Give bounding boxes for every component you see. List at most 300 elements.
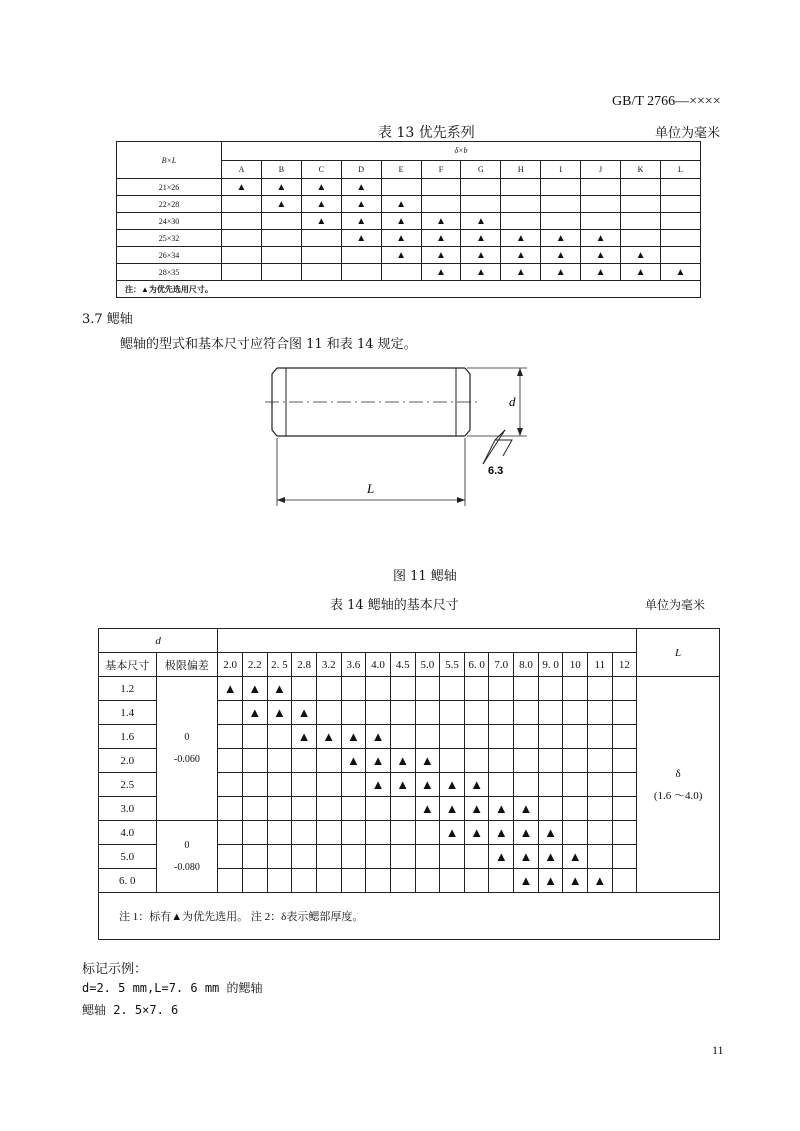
table14-cell bbox=[588, 749, 613, 773]
table13-cell bbox=[621, 179, 661, 196]
table13-cell bbox=[301, 230, 341, 247]
table14-cell: ▲ bbox=[440, 821, 465, 845]
table14-cell bbox=[464, 701, 489, 725]
table14-col-label: 2.8 bbox=[292, 653, 317, 677]
table14-tolerance-group1 bbox=[156, 677, 218, 821]
table14-cell bbox=[538, 677, 563, 701]
table13-cell: ▲ bbox=[660, 264, 700, 281]
table14-cell: ▲ bbox=[292, 725, 317, 749]
table14-cell bbox=[366, 869, 391, 893]
table14-cell: ▲ bbox=[514, 845, 539, 869]
L-label: L bbox=[367, 481, 375, 496]
table14-size: 1.2 bbox=[99, 677, 157, 701]
table14-cell: ▲ bbox=[489, 821, 514, 845]
table13-cell bbox=[660, 247, 700, 264]
table13-cell: ▲ bbox=[461, 264, 501, 281]
table14-cell bbox=[612, 821, 637, 845]
table13-col-label: L bbox=[660, 160, 700, 179]
table14-cell bbox=[242, 749, 267, 773]
table14-cell bbox=[218, 797, 243, 821]
table14-cell: ▲ bbox=[489, 797, 514, 821]
table13-cell: ▲ bbox=[341, 196, 381, 213]
table13-cell: ▲ bbox=[381, 247, 421, 264]
table14-col-label: 2. 5 bbox=[267, 653, 292, 677]
table14-cell: ▲ bbox=[538, 821, 563, 845]
table14-col-label: 4.0 bbox=[366, 653, 391, 677]
table14-cell bbox=[563, 749, 588, 773]
table14-cell bbox=[390, 869, 415, 893]
table13-cell: ▲ bbox=[261, 196, 301, 213]
table13-cell bbox=[381, 179, 421, 196]
table14-cell: ▲ bbox=[218, 677, 243, 701]
table13-row-label: 26×34 bbox=[117, 247, 222, 264]
table14-tolerance-group2 bbox=[156, 821, 218, 893]
table14-cell bbox=[415, 869, 440, 893]
table14-cell bbox=[538, 773, 563, 797]
table13-cell bbox=[501, 213, 541, 230]
table14-cell bbox=[563, 773, 588, 797]
table14-cell: ▲ bbox=[563, 869, 588, 893]
table14-cell bbox=[341, 845, 366, 869]
table14-cell bbox=[588, 701, 613, 725]
table14-cell bbox=[538, 749, 563, 773]
L-arrow-left bbox=[277, 497, 285, 503]
table13-cell bbox=[581, 196, 621, 213]
table14-cell bbox=[514, 677, 539, 701]
table14-size: 2.5 bbox=[99, 773, 157, 797]
table14-cell bbox=[440, 869, 465, 893]
table14-cell bbox=[489, 749, 514, 773]
table14-cell bbox=[612, 797, 637, 821]
table14-cell bbox=[464, 845, 489, 869]
table14-cell: ▲ bbox=[390, 773, 415, 797]
table14-cell: ▲ bbox=[489, 845, 514, 869]
table13-cell bbox=[621, 230, 661, 247]
table14-header-row1 bbox=[99, 629, 720, 653]
table13-cell bbox=[261, 264, 301, 281]
table14-cell: ▲ bbox=[415, 773, 440, 797]
table14-cell bbox=[489, 869, 514, 893]
table13-cell bbox=[621, 196, 661, 213]
table14-size: 1.4 bbox=[99, 701, 157, 725]
table14-cell bbox=[316, 821, 341, 845]
table14-cell bbox=[341, 821, 366, 845]
table14-cell: ▲ bbox=[267, 677, 292, 701]
table14-L-values bbox=[637, 677, 720, 893]
table14-cell: ▲ bbox=[538, 869, 563, 893]
table14-cell: ▲ bbox=[267, 701, 292, 725]
table14-cell: ▲ bbox=[366, 749, 391, 773]
table14-cell bbox=[218, 821, 243, 845]
table14-cell: ▲ bbox=[292, 701, 317, 725]
table13-cell bbox=[261, 247, 301, 264]
table14-cell: ▲ bbox=[366, 773, 391, 797]
table13-unit: 单位为毫米 bbox=[655, 126, 721, 141]
table14-size: 2.0 bbox=[99, 749, 157, 773]
table14-cell bbox=[415, 821, 440, 845]
figure11-caption: 图 11 鳃轴 bbox=[393, 569, 457, 584]
table13-col-label: B bbox=[261, 160, 301, 179]
table14-cell bbox=[588, 845, 613, 869]
table13-cell: ▲ bbox=[341, 179, 381, 196]
table14-basic-size-header: 基本尺寸 bbox=[99, 653, 157, 677]
table14-cell bbox=[341, 701, 366, 725]
d-arrow-bottom bbox=[517, 428, 523, 436]
table13-col-label: J bbox=[581, 160, 621, 179]
table14-cell bbox=[267, 869, 292, 893]
table14-cell bbox=[390, 797, 415, 821]
table13-col-label: H bbox=[501, 160, 541, 179]
table14-cell bbox=[267, 797, 292, 821]
table13-note-row bbox=[117, 281, 701, 298]
d-label: d bbox=[509, 394, 516, 409]
table14-L-header: L bbox=[637, 629, 720, 677]
table14-size: 3.0 bbox=[99, 797, 157, 821]
table14-cell bbox=[588, 797, 613, 821]
table13-cell: ▲ bbox=[421, 247, 461, 264]
table13-note: 注：▲为优先选用尺寸。 bbox=[117, 281, 701, 298]
table13-cell bbox=[301, 264, 341, 281]
table14-size: 6. 0 bbox=[99, 869, 157, 893]
table13-cell: ▲ bbox=[301, 179, 341, 196]
table13-cell: ▲ bbox=[621, 247, 661, 264]
table13-cell: ▲ bbox=[541, 264, 581, 281]
table14-col-label: 3.6 bbox=[341, 653, 366, 677]
table14-cell bbox=[316, 773, 341, 797]
table14-cell: ▲ bbox=[514, 821, 539, 845]
table14-cell bbox=[218, 869, 243, 893]
table14-cell: ▲ bbox=[588, 869, 613, 893]
table13-cell: ▲ bbox=[301, 213, 341, 230]
table14-cell bbox=[514, 749, 539, 773]
table14-cell bbox=[341, 797, 366, 821]
table14-cell bbox=[292, 821, 317, 845]
table14-cell bbox=[489, 725, 514, 749]
table14-cell bbox=[316, 797, 341, 821]
table14-cell bbox=[218, 701, 243, 725]
table13-row bbox=[117, 230, 701, 247]
table14-cell bbox=[242, 797, 267, 821]
table13-row-label: 28×35 bbox=[117, 264, 222, 281]
table13-cell: ▲ bbox=[581, 247, 621, 264]
table13-cell: ▲ bbox=[261, 179, 301, 196]
table14-cell bbox=[612, 845, 637, 869]
table14-cell bbox=[415, 677, 440, 701]
table13-cell bbox=[261, 213, 301, 230]
table14-cell bbox=[218, 725, 243, 749]
table14-cell bbox=[489, 677, 514, 701]
table14-cell: ▲ bbox=[415, 749, 440, 773]
table14-cell bbox=[563, 797, 588, 821]
table13-cell bbox=[581, 179, 621, 196]
table14-cell bbox=[538, 797, 563, 821]
table13-row bbox=[117, 196, 701, 213]
table13-row bbox=[117, 179, 701, 196]
table14-col-label: 7.0 bbox=[489, 653, 514, 677]
table13-col-label: A bbox=[222, 160, 262, 179]
table14-header-blank bbox=[218, 629, 637, 653]
table14-cell bbox=[612, 677, 637, 701]
table14-cell: ▲ bbox=[242, 677, 267, 701]
table13-cell: ▲ bbox=[301, 196, 341, 213]
table14-cell: ▲ bbox=[341, 725, 366, 749]
table13-cell bbox=[541, 196, 581, 213]
table14-cell bbox=[464, 677, 489, 701]
table13-cell bbox=[301, 247, 341, 264]
roughness-symbol bbox=[483, 430, 512, 464]
table14-cell bbox=[514, 701, 539, 725]
table14-cell: ▲ bbox=[464, 797, 489, 821]
example-line2: 鳃轴 2. 5×7. 6 bbox=[82, 1003, 179, 1017]
table14-size: 4.0 bbox=[99, 821, 157, 845]
table13-cell bbox=[541, 213, 581, 230]
table14-col-label: 9. 0 bbox=[538, 653, 563, 677]
table14-cell bbox=[292, 845, 317, 869]
table13-cell bbox=[461, 179, 501, 196]
table14-d-header: d bbox=[99, 629, 218, 653]
table14-cell: ▲ bbox=[464, 821, 489, 845]
table14-size: 5.0 bbox=[99, 845, 157, 869]
table14-cell: ▲ bbox=[514, 869, 539, 893]
tolerance-lower: -0.080 bbox=[173, 861, 200, 873]
table14-cell bbox=[366, 797, 391, 821]
table14-header-row2 bbox=[99, 653, 720, 677]
table13-col-label: F bbox=[421, 160, 461, 179]
table14-title: 表 14 鳃轴的基本尺寸 bbox=[330, 598, 459, 613]
table14-col-label: 4.5 bbox=[390, 653, 415, 677]
table14-cell: ▲ bbox=[415, 797, 440, 821]
table13-col-label: K bbox=[621, 160, 661, 179]
table14-cell bbox=[588, 773, 613, 797]
table13-cell bbox=[261, 230, 301, 247]
table13-row-label: 21×26 bbox=[117, 179, 222, 196]
table13-col-label: D bbox=[341, 160, 381, 179]
table14-cell bbox=[440, 725, 465, 749]
table13-cell: ▲ bbox=[461, 230, 501, 247]
table14-cell bbox=[464, 725, 489, 749]
table13-cell: ▲ bbox=[581, 264, 621, 281]
table13-cell bbox=[421, 196, 461, 213]
table14-cell: ▲ bbox=[538, 845, 563, 869]
table14-row bbox=[99, 677, 720, 701]
table13-cell bbox=[501, 196, 541, 213]
table14-cell bbox=[242, 773, 267, 797]
roughness-value: 6.3 bbox=[488, 465, 504, 477]
table13-cell: ▲ bbox=[581, 230, 621, 247]
table14-cell bbox=[390, 845, 415, 869]
table14-cell bbox=[341, 773, 366, 797]
table14 bbox=[98, 628, 720, 940]
tolerance-lower: -0.060 bbox=[173, 753, 200, 765]
table14-cell bbox=[440, 701, 465, 725]
table14-cell bbox=[341, 677, 366, 701]
table13-cell: ▲ bbox=[381, 230, 421, 247]
table14-cell: ▲ bbox=[316, 725, 341, 749]
table14-cell: ▲ bbox=[514, 797, 539, 821]
table13-cell: ▲ bbox=[501, 230, 541, 247]
table14-cell bbox=[316, 749, 341, 773]
table14-cell bbox=[489, 773, 514, 797]
table14-cell bbox=[612, 701, 637, 725]
table14-cell: ▲ bbox=[440, 797, 465, 821]
table13-cell: ▲ bbox=[341, 213, 381, 230]
table14-cell bbox=[464, 749, 489, 773]
table14-cell bbox=[316, 701, 341, 725]
table13-header-row bbox=[117, 142, 701, 161]
table14-cell bbox=[218, 773, 243, 797]
tolerance-upper: 0 bbox=[184, 731, 190, 743]
table14-col-label: 10 bbox=[563, 653, 588, 677]
table14-cell: ▲ bbox=[242, 701, 267, 725]
table13-cell bbox=[660, 179, 700, 196]
table13-title: 表 13 优先系列 bbox=[378, 125, 475, 141]
table14-cell bbox=[563, 701, 588, 725]
table13-cell bbox=[621, 213, 661, 230]
L-arrow-right bbox=[457, 497, 465, 503]
table13-cell bbox=[381, 264, 421, 281]
page-number: 11 bbox=[712, 1043, 724, 1057]
table13-cell bbox=[341, 264, 381, 281]
table13-cell: ▲ bbox=[421, 213, 461, 230]
tolerance-upper: 0 bbox=[184, 839, 190, 851]
table13-cell: ▲ bbox=[461, 247, 501, 264]
table13-cell: ▲ bbox=[222, 179, 262, 196]
L-range: (1.6 ～4.0) bbox=[653, 789, 703, 802]
table14-cell bbox=[563, 725, 588, 749]
table14-cell bbox=[489, 701, 514, 725]
table14-cell bbox=[440, 845, 465, 869]
table14-cell bbox=[316, 845, 341, 869]
table13-row bbox=[117, 264, 701, 281]
table14-col-label: 5.0 bbox=[415, 653, 440, 677]
table13-row-label: 22×28 bbox=[117, 196, 222, 213]
table13-cell bbox=[222, 264, 262, 281]
example-heading: 标记示例： bbox=[82, 962, 148, 977]
table13-col-label: G bbox=[461, 160, 501, 179]
table14-cell bbox=[242, 725, 267, 749]
table14-col-label: 2.2 bbox=[242, 653, 267, 677]
table14-col-label: 2.0 bbox=[218, 653, 243, 677]
table14-cell bbox=[267, 821, 292, 845]
table14-cell bbox=[612, 749, 637, 773]
table14-cell bbox=[316, 677, 341, 701]
table14-cell bbox=[464, 869, 489, 893]
table13-cell: ▲ bbox=[501, 247, 541, 264]
table14-cell bbox=[390, 821, 415, 845]
table13-col-label: E bbox=[381, 160, 421, 179]
table14-cell bbox=[390, 677, 415, 701]
table14-cell bbox=[390, 725, 415, 749]
table14-size: 1.6 bbox=[99, 725, 157, 749]
table13-row-label: 24×30 bbox=[117, 213, 222, 230]
table14-cell: ▲ bbox=[440, 773, 465, 797]
table14-cell bbox=[538, 701, 563, 725]
table13-cell bbox=[222, 230, 262, 247]
table14-note: 注 1：标有▲为优先选用。 注 2：δ表示鳃部厚度。 bbox=[99, 893, 720, 940]
section-paragraph: 鳃轴的型式和基本尺寸应符合图 11 和表 14 规定。 bbox=[120, 337, 417, 352]
table13-cell bbox=[222, 213, 262, 230]
table14-cell bbox=[514, 725, 539, 749]
table14-note-row bbox=[99, 893, 720, 940]
table14-col-label: 5.5 bbox=[440, 653, 465, 677]
table14-cell bbox=[612, 869, 637, 893]
table13-cell bbox=[660, 230, 700, 247]
table14-col-label: 8.0 bbox=[514, 653, 539, 677]
table13-cell bbox=[501, 179, 541, 196]
table13-cell bbox=[461, 196, 501, 213]
table14-col-label: 12 bbox=[612, 653, 637, 677]
table14-cell bbox=[415, 701, 440, 725]
table13-row bbox=[117, 247, 701, 264]
table14-cell bbox=[366, 677, 391, 701]
table14-cell: ▲ bbox=[366, 725, 391, 749]
table14-cell bbox=[514, 773, 539, 797]
d-arrow-top bbox=[517, 368, 523, 376]
table14-cell bbox=[440, 749, 465, 773]
table14-cell bbox=[242, 845, 267, 869]
table13-row-header: B×L bbox=[117, 142, 222, 179]
table13-cell: ▲ bbox=[421, 230, 461, 247]
table14-cell: ▲ bbox=[390, 749, 415, 773]
table14-cell bbox=[218, 845, 243, 869]
table13-row bbox=[117, 213, 701, 230]
table14-cell: ▲ bbox=[563, 845, 588, 869]
standard-number: GB/T 2766—×××× bbox=[612, 94, 721, 109]
figure11-drawing bbox=[255, 360, 555, 510]
table14-cell bbox=[588, 677, 613, 701]
table14-cell bbox=[588, 821, 613, 845]
table14-cell bbox=[267, 773, 292, 797]
table14-cell bbox=[612, 725, 637, 749]
table14-cell bbox=[612, 773, 637, 797]
table14-unit: 单位为毫米 bbox=[645, 598, 706, 612]
table14-cell bbox=[267, 845, 292, 869]
table13-cell: ▲ bbox=[541, 230, 581, 247]
section-heading: 3.7 鳃轴 bbox=[82, 312, 133, 327]
table13-col-label: C bbox=[301, 160, 341, 179]
table14-cell bbox=[218, 749, 243, 773]
table14-cell bbox=[563, 677, 588, 701]
table14-cell bbox=[415, 845, 440, 869]
table14-cell bbox=[563, 821, 588, 845]
table13-cell: ▲ bbox=[461, 213, 501, 230]
table14-cell bbox=[242, 821, 267, 845]
table14-cell bbox=[440, 677, 465, 701]
table14-col-label: 11 bbox=[588, 653, 613, 677]
table14-col-label: 6. 0 bbox=[464, 653, 489, 677]
table14-cell bbox=[292, 797, 317, 821]
table13-cell bbox=[341, 247, 381, 264]
table13-cell: ▲ bbox=[341, 230, 381, 247]
table13-cell bbox=[581, 213, 621, 230]
table14-cell bbox=[366, 701, 391, 725]
table13-cell: ▲ bbox=[381, 213, 421, 230]
table13-col-header: δ×b bbox=[222, 142, 701, 161]
table13 bbox=[116, 141, 701, 298]
table14-col-label: 3.2 bbox=[316, 653, 341, 677]
table13-cell bbox=[660, 196, 700, 213]
table13-cell: ▲ bbox=[381, 196, 421, 213]
table13-cell bbox=[421, 179, 461, 196]
table14-cell bbox=[292, 749, 317, 773]
table14-row bbox=[99, 821, 720, 845]
table13-cell: ▲ bbox=[621, 264, 661, 281]
table13-cell: ▲ bbox=[541, 247, 581, 264]
table14-cell bbox=[292, 677, 317, 701]
table14-cell bbox=[267, 725, 292, 749]
table14-cell bbox=[588, 725, 613, 749]
table14-cell bbox=[292, 773, 317, 797]
